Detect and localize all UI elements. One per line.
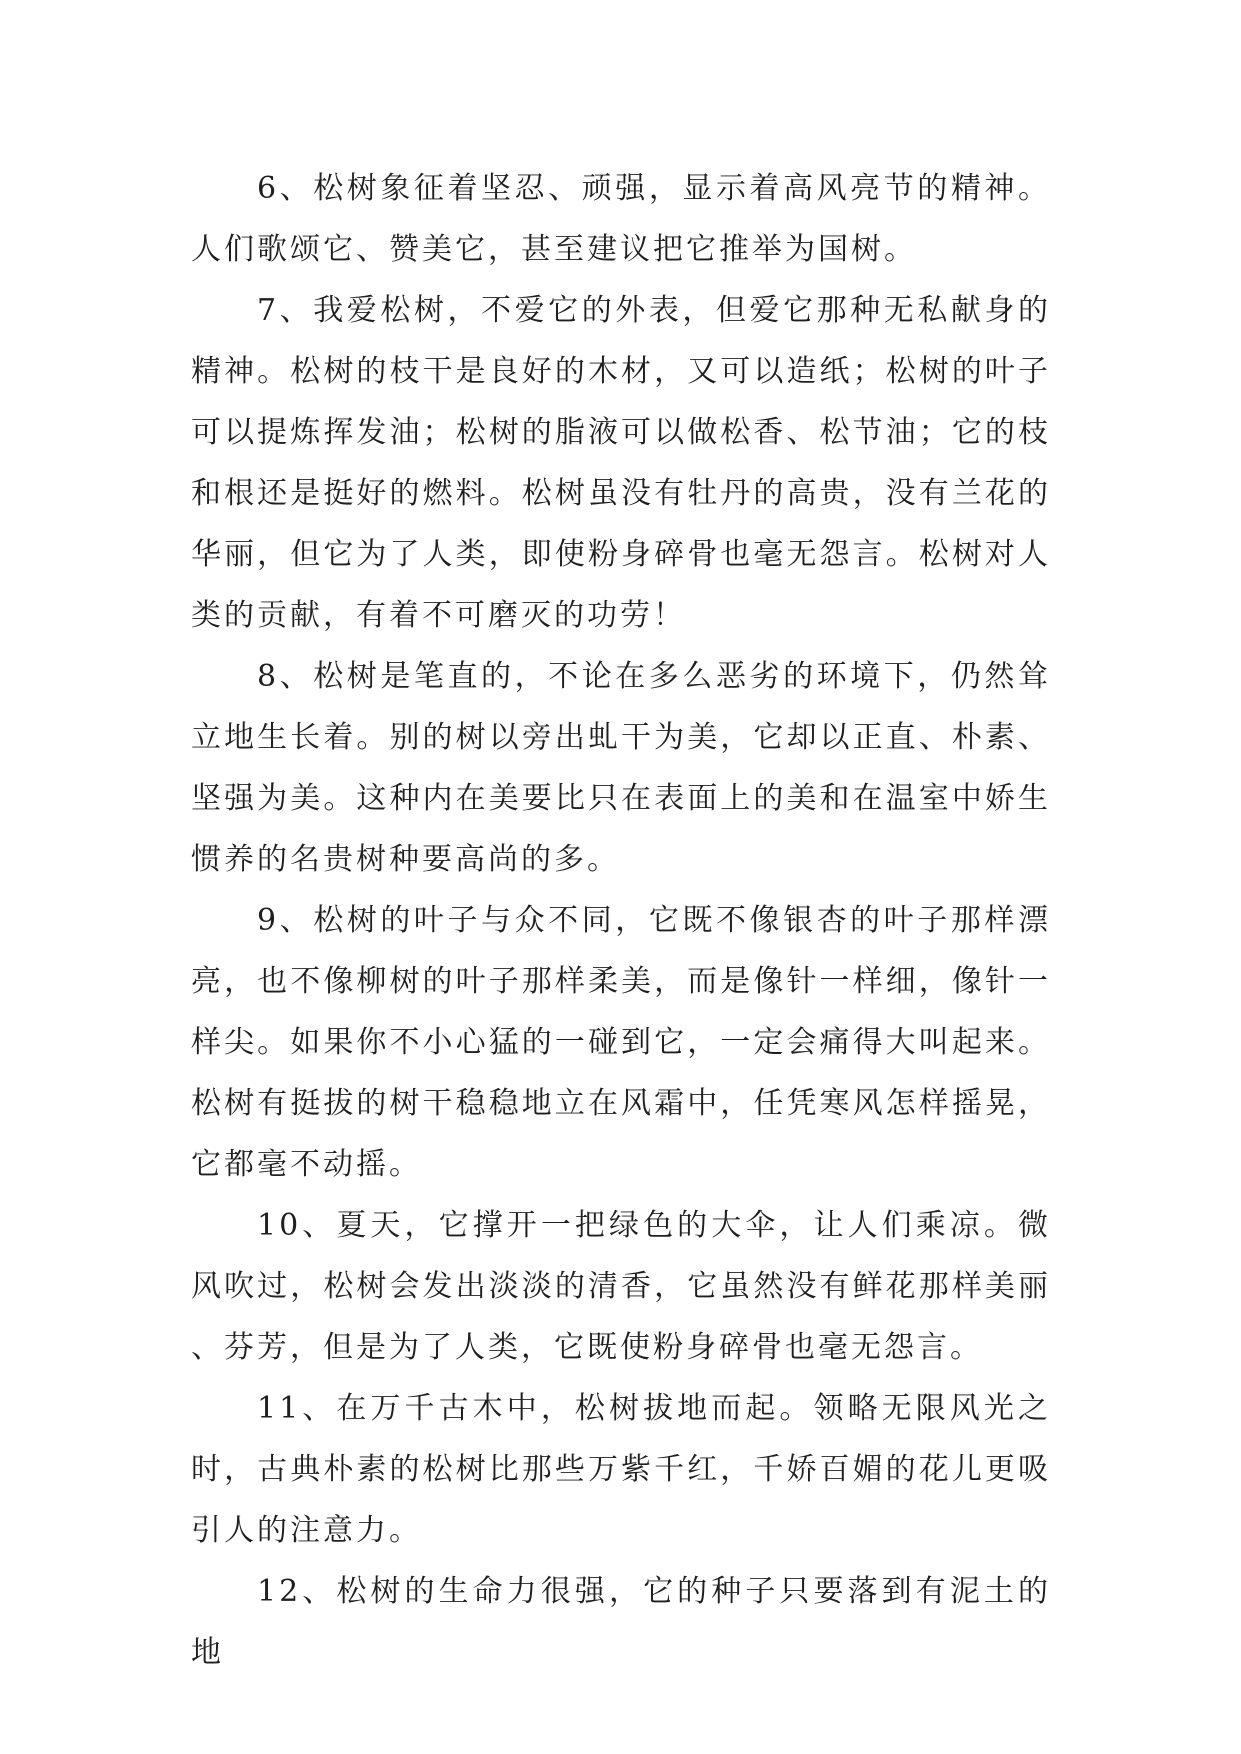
document-body: [191, 158, 1051, 1683]
paragraph-9: 9、松树的叶子与众不同，它既不像银杏的叶子那样漂亮，也不像柳树的叶子那样柔美，而是像针一样细，像针一样尖。如果你不小心猛的一碰到它，一定会痛得大叫起来。松树有挺拔的树干稳稳地立在风霜中，任凭寒风怎样摇晃，它都毫不动摇。: [191, 903, 1051, 1182]
paragraph-11: 11、在万千古木中，松树拔地而起。领略无限风光之时，古典朴素的松树比那些万紫千红，千娇百媚的花儿更吸引人的注意力。: [191, 1391, 1051, 1548]
paragraph-12: 12、松树的生命力很强，它的种子只要落到有泥土的地: [191, 1574, 1051, 1670]
paragraph-10: 10、夏天，它撑开一把绿色的大伞，让人们乘凉。微风吹过，松树会发出淡淡的清香，它虽然没有鲜花那样美丽、芬芳，但是为了人类，它既使粉身碎骨也毫无怨言。: [191, 1208, 1051, 1365]
paragraph-8: 8、松树是笔直的，不论在多么恶劣的环境下，仍然耸立地生长着。别的树以旁出虬干为美，它却以正直、朴素、坚强为美。这种内在美要比只在表面上的美和在温室中娇生惯养的名贵树种要高尚的多。: [191, 659, 1051, 877]
paragraph-6: 6、松树象征着坚忍、顽强，显示着高风亮节的精神。人们歌颂它、赞美它，甚至建议把它推举为国树。: [191, 171, 1051, 267]
paragraph-7: 7、我爱松树，不爱它的外表，但爱它那种无私献身的精神。松树的枝干是良好的木材，又可以造纸；松树的叶子可以提炼挥发油；松树的脂液可以做松香、松节油；它的枝和根还是挺好的燃料。松树虽没有牡丹的高贵，没有兰花的华丽，但它为了人类，即使粉身碎骨也毫无怨言。松树对人类的贡献，有着不可磨灭的功劳！: [191, 293, 1051, 633]
